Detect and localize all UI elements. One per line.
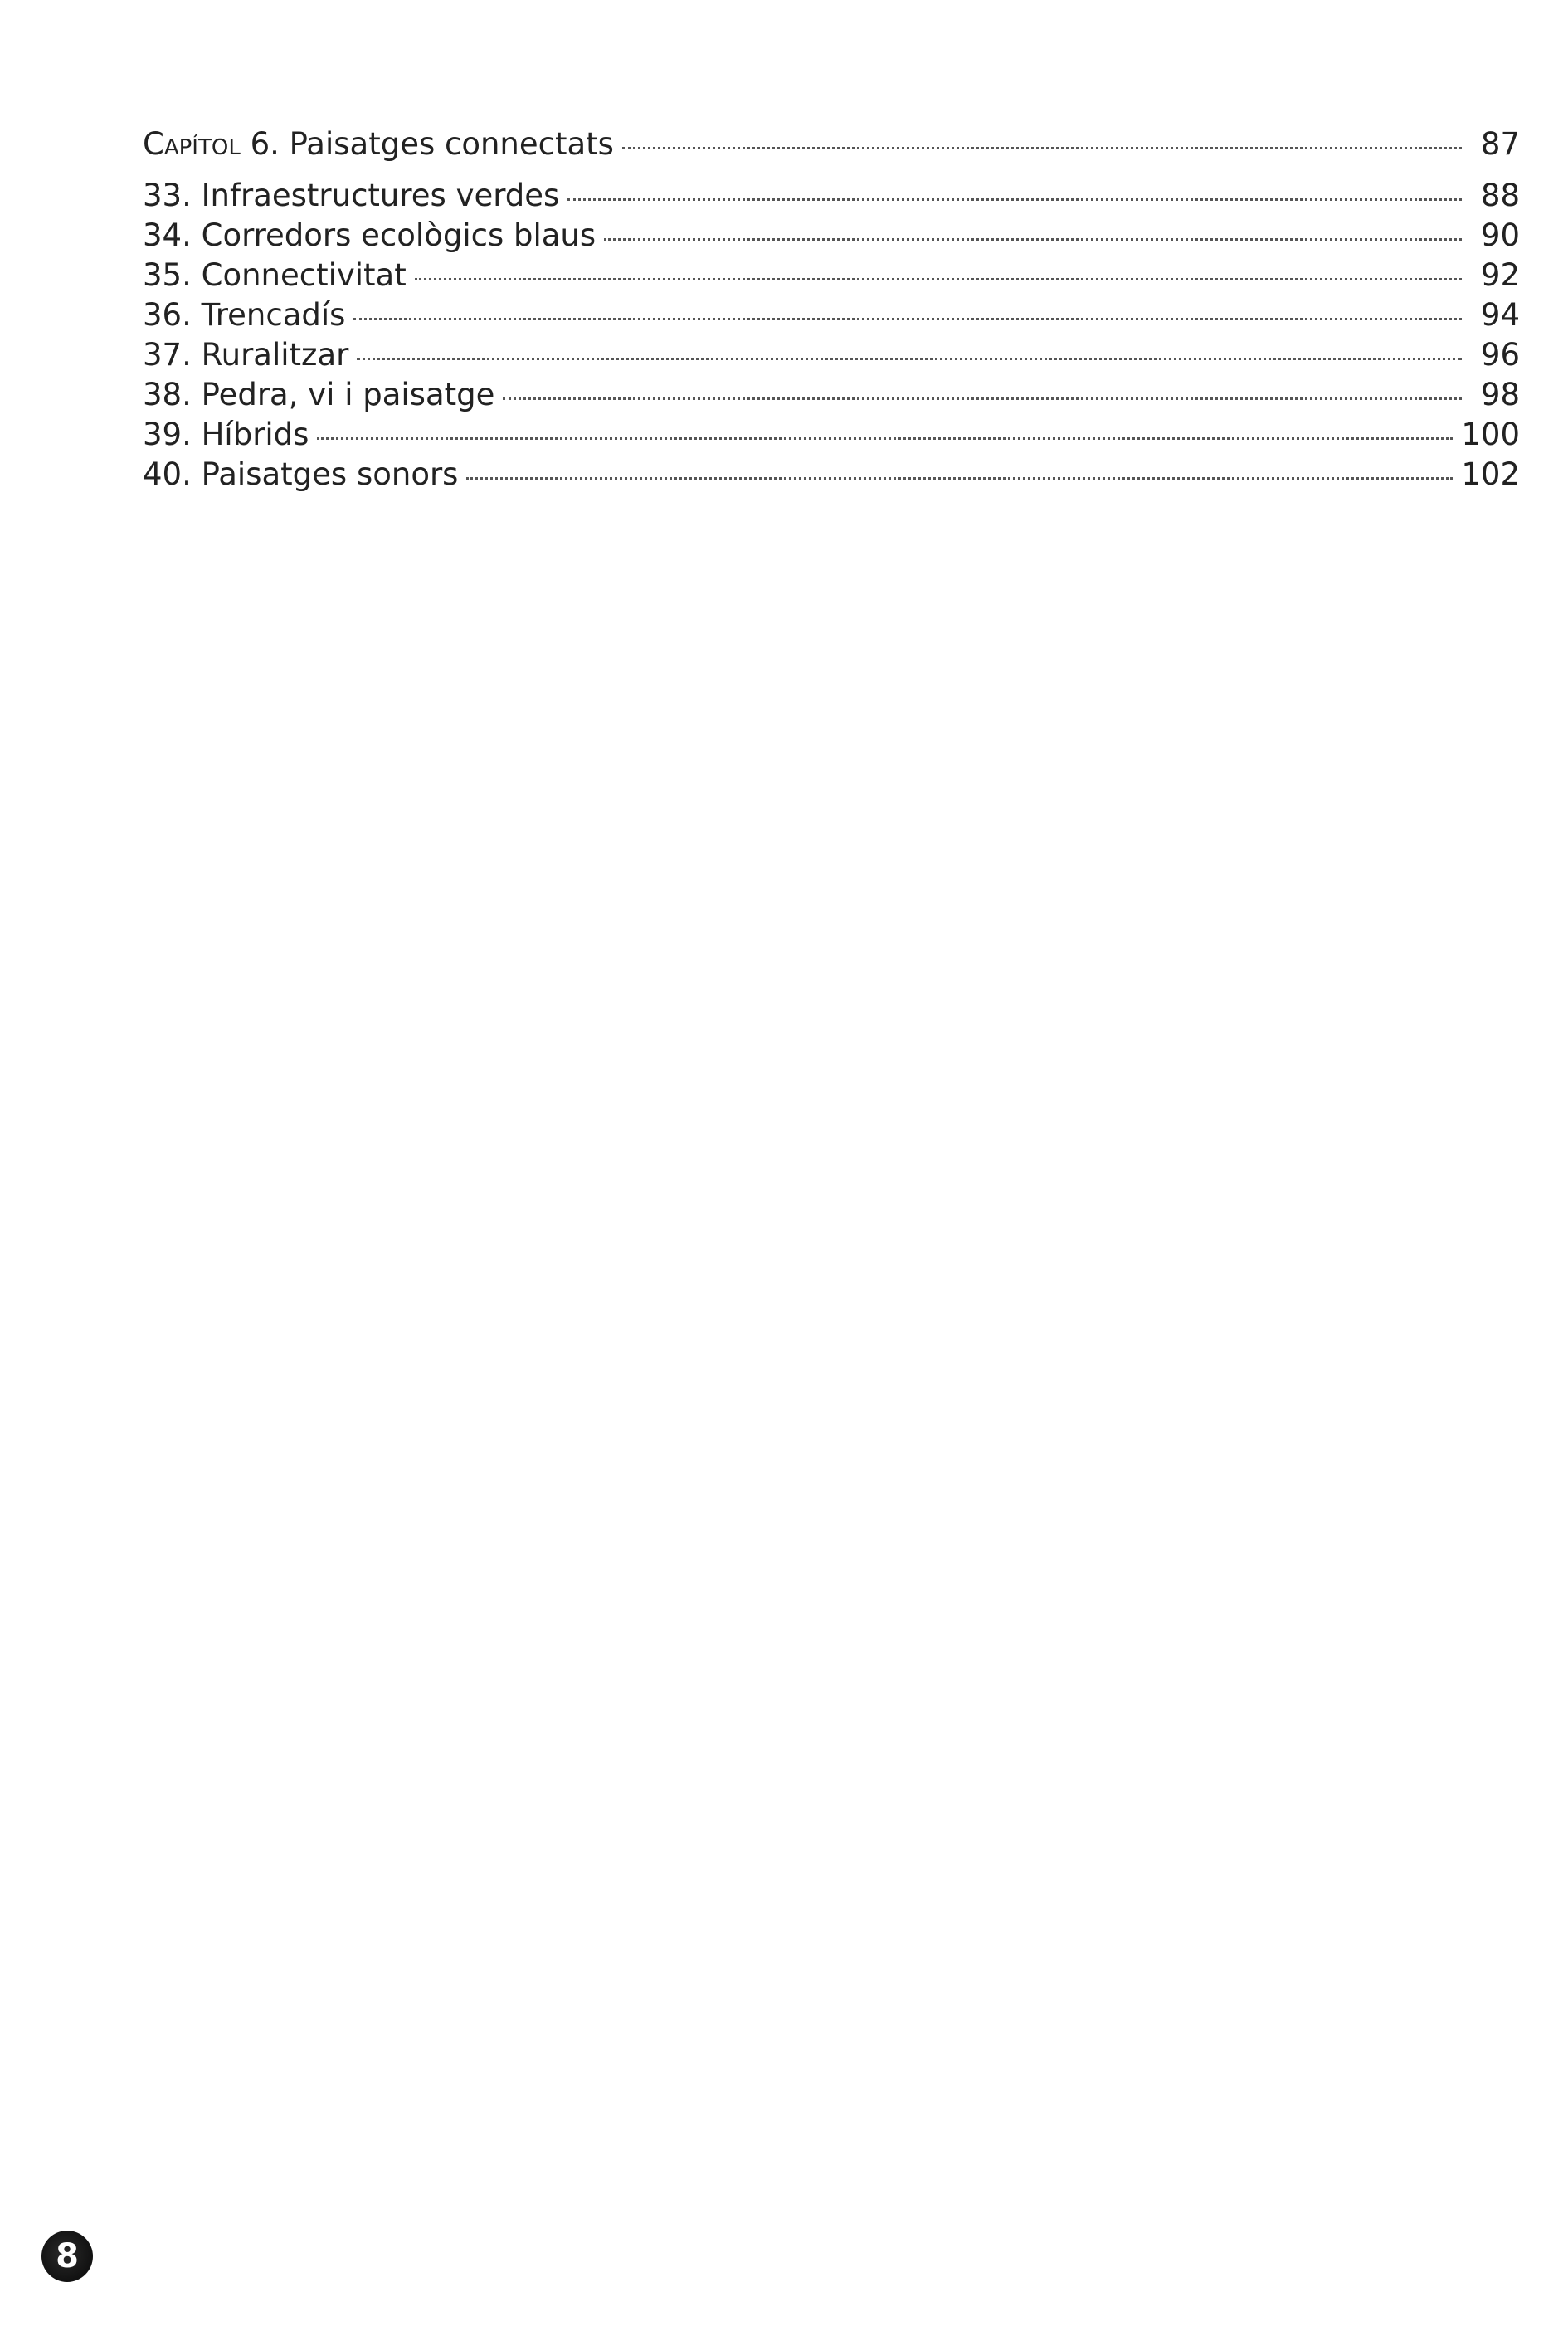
toc-page-number: 88 [1480,178,1520,213]
toc-entry-row[interactable] [143,216,1520,256]
toc-entry-row[interactable] [143,415,1520,455]
chapter-title: 6. Paisatges connectats [250,126,614,162]
toc-entry-title: 35. Connectivitat [143,257,407,293]
dot-leader [503,397,1462,400]
page-number-badge: 8 [41,2231,93,2282]
toc-entry-title: 38. Pedra, vi i paisatge [143,377,495,412]
dot-leader [604,238,1462,241]
toc-chapter-row[interactable] [143,124,1520,164]
toc-entry-row[interactable] [143,335,1520,375]
toc-page-number: 100 [1461,417,1520,452]
toc-entry-title: 37. Ruralitzar [143,337,349,373]
toc-page-number: 92 [1480,257,1520,293]
dot-leader [357,358,1462,360]
toc-page-number: 94 [1480,297,1520,333]
toc-entry-title: 36. Trencadís [143,297,346,333]
toc-page-number: 90 [1480,217,1520,253]
dot-leader [317,437,1453,440]
toc-entry-row[interactable] [143,295,1520,335]
toc-entry-title: 39. Híbrids [143,417,309,452]
chapter-label: Capítol [143,126,241,162]
dot-leader [353,318,1462,320]
dot-leader [415,278,1462,280]
toc-entry-row[interactable] [143,375,1520,415]
toc-page-number: 96 [1480,337,1520,373]
toc-entry-row[interactable] [143,176,1520,216]
table-of-contents [143,124,1520,495]
toc-page-number: 98 [1480,377,1520,412]
toc-entry-title: 34. Corredors ecològics blaus [143,217,597,253]
dot-leader [466,477,1453,480]
toc-entry-title: 33. Infraestructures verdes [143,178,560,213]
dot-leader [567,198,1462,201]
toc-entry-title: 40. Paisatges sonors [143,456,459,492]
toc-page-number: 87 [1480,126,1520,162]
toc-entry-row[interactable] [143,455,1520,495]
toc-chapter-title [143,124,614,164]
toc-entry-row[interactable] [143,256,1520,295]
toc-page-number: 102 [1461,456,1520,492]
dot-leader [622,147,1462,149]
